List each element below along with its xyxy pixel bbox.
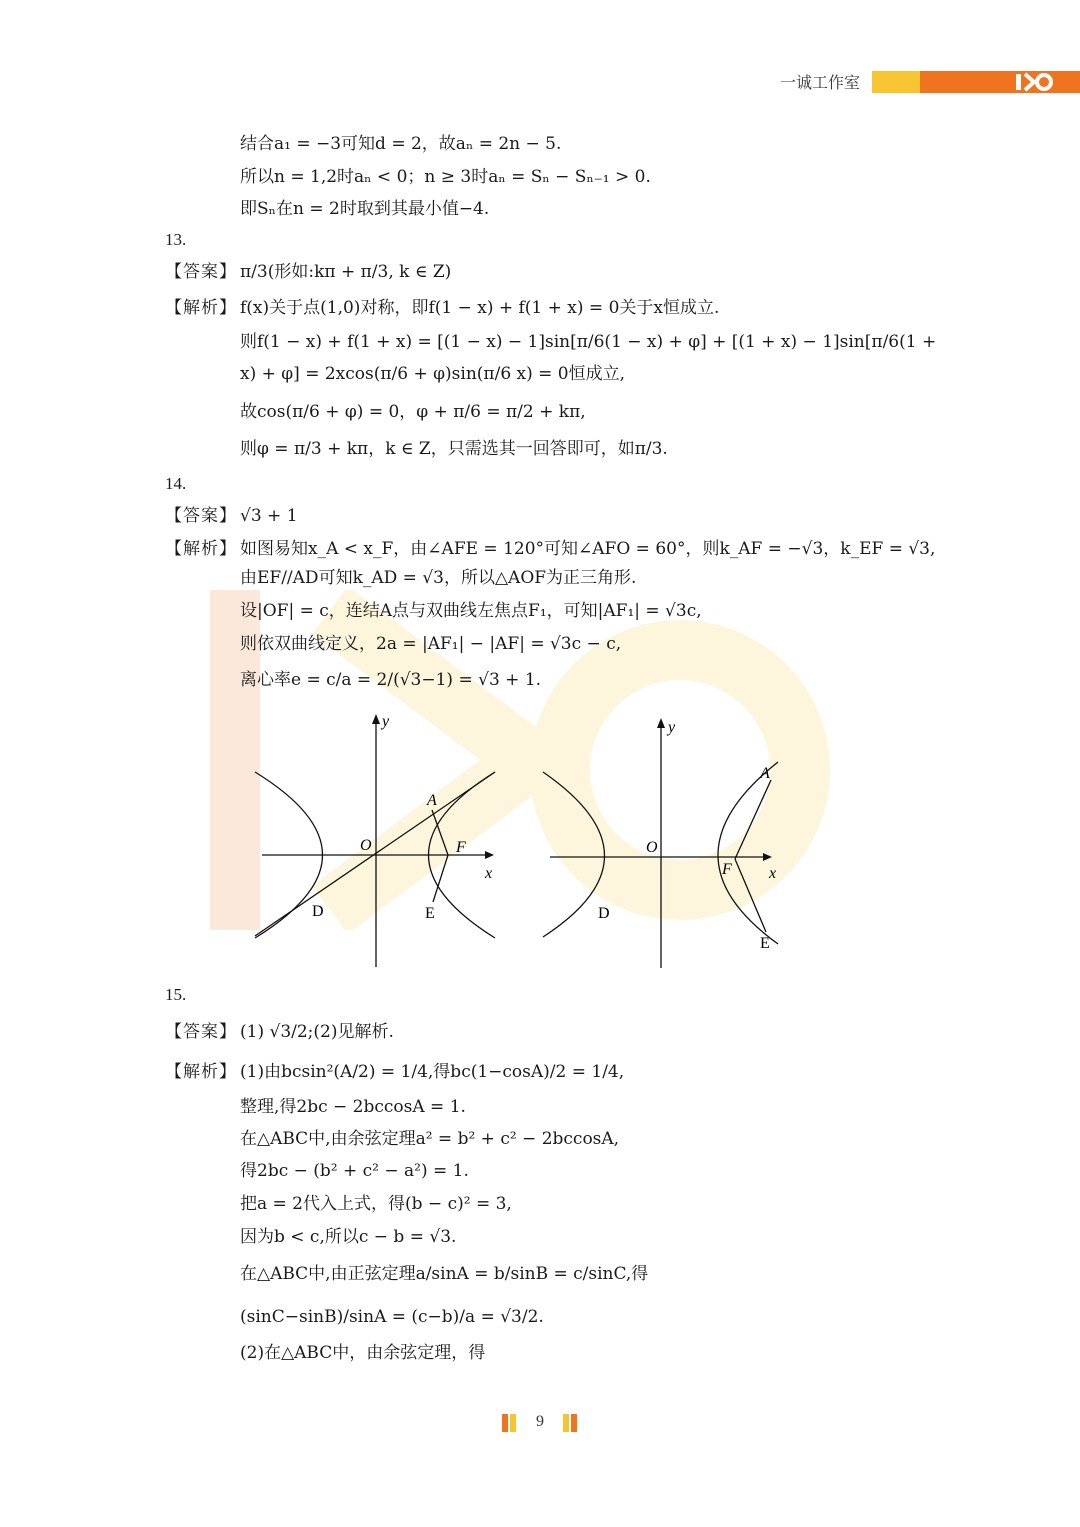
text-line: 由EF//AD可知k_AD = √3，所以△AOF为正三角形. — [240, 568, 637, 588]
solution-label: 【解析】 — [165, 1062, 237, 1082]
studio-logo-icon — [1010, 70, 1060, 94]
text-line: 所以n = 1,2时aₙ < 0；n ≥ 3时aₙ = Sₙ − Sₙ₋₁ > 0. — [240, 167, 651, 187]
answer-text: √3 + 1 — [240, 506, 298, 526]
label-x: x — [769, 865, 777, 882]
text-line: 则依双曲线定义，2a = |AF₁| − |AF| = √3c − c, — [240, 634, 622, 654]
text-line: f(x)关于点(1,0)对称，即f(1 − x) + f(1 + x) = 0关于x恒成立. — [240, 298, 720, 318]
hyperbola-figure-right — [538, 712, 798, 974]
header-studio-name: 一诚工作室 — [780, 73, 861, 92]
label-y: y — [668, 719, 676, 736]
solution-label: 【解析】 — [165, 539, 237, 559]
answer-text: (1) √3/2;(2)见解析. — [240, 1022, 394, 1042]
label-x: x — [485, 865, 493, 882]
label-A: A — [427, 792, 437, 809]
text-line: 如图易知x_A < x_F，由∠AFE = 120°可知∠AFO = 60°，则k_AF = −√3，k_EF = √3, — [240, 539, 936, 559]
segment-FE — [433, 855, 448, 902]
footer-mark-left-b — [510, 1414, 516, 1432]
footer-mark-left-a — [502, 1414, 508, 1432]
label-E: E — [760, 935, 770, 952]
answer-text: π/3(形如:kπ + π/3, k ∈ Z) — [240, 262, 452, 282]
text-line: 因为b < c,所以c − b = √3. — [240, 1227, 457, 1247]
answer-label: 【答案】 — [165, 506, 237, 526]
label-D: D — [598, 905, 610, 922]
y-axis-arrow — [372, 714, 380, 724]
segment-AF — [432, 810, 448, 855]
question-number-14: 14. — [165, 474, 187, 493]
text-line: 整理,得2bc − 2bccosA = 1. — [240, 1097, 466, 1117]
label-F: F — [722, 861, 732, 878]
text-line: 即Sₙ在n = 2时取到其最小值−4. — [240, 199, 490, 219]
page-number: 9 — [536, 1413, 544, 1430]
x-axis-arrow — [763, 853, 772, 861]
label-O: O — [646, 839, 658, 856]
label-D: D — [312, 903, 324, 920]
question-number-15: 15. — [165, 985, 187, 1004]
hyperbola-figure-left — [250, 710, 510, 972]
solution-label: 【解析】 — [165, 298, 237, 318]
text-line: 设|OF| = c，连结A点与双曲线左焦点F₁，可知|AF₁| = √3c, — [240, 601, 702, 621]
text-line: (1)由bcsin²(A/2) = 1/4,得bc(1−cosA)/2 = 1/4, — [240, 1062, 625, 1082]
header-bar-yellow — [872, 71, 920, 93]
answer-label: 【答案】 — [165, 1022, 237, 1042]
text-line: 把a = 2代入上式，得(b − c)² = 3, — [240, 1194, 512, 1214]
hyperbola-right-branch — [718, 762, 778, 944]
segment-AF — [735, 780, 771, 859]
text-line: 则f(1 − x) + f(1 + x) = [(1 − x) − 1]sin[π/6(1 − x) + φ] + [(1 + x) − 1]sin[π/6(1 + — [240, 332, 937, 352]
label-A: A — [760, 765, 770, 782]
hyperbola-left-branch — [543, 772, 605, 937]
text-line: 故cos(π/6 + φ) = 0，φ + π/6 = π/2 + kπ, — [240, 402, 586, 422]
text-line: (sinC−sinB)/sinA = (c−b)/a = √3/2. — [240, 1307, 544, 1327]
text-line: x) + φ] = 2xcos(π/6 + φ)sin(π/6 x) = 0恒成立, — [240, 364, 626, 384]
answer-label: 【答案】 — [165, 262, 237, 282]
text-line: 在△ABC中,由正弦定理a/sinA = b/sinB = c/sinC,得 — [240, 1264, 649, 1284]
text-line: 则φ = π/3 + kπ，k ∈ Z，只需选其一回答即可，如π/3. — [240, 439, 668, 459]
label-O: O — [360, 837, 372, 854]
text-line: 得2bc − (b² + c² − a²) = 1. — [240, 1161, 469, 1181]
question-number-13: 13. — [165, 230, 187, 249]
text-line: (2)在△ABC中，由余弦定理，得 — [240, 1343, 486, 1363]
label-y: y — [382, 713, 390, 730]
x-axis-arrow — [485, 851, 494, 859]
text-line: 离心率e = c/a = 2/(√3−1) = √3 + 1. — [240, 670, 542, 690]
y-axis-arrow — [657, 718, 665, 728]
label-E: E — [425, 905, 435, 922]
footer-mark-right-b — [571, 1414, 577, 1432]
text-line: 在△ABC中,由余弦定理a² = b² + c² − 2bccosA, — [240, 1129, 620, 1149]
label-F: F — [456, 839, 466, 856]
footer-mark-right-a — [563, 1414, 569, 1432]
text-line: 结合a₁ = −3可知d = 2，故aₙ = 2n − 5. — [240, 134, 562, 154]
